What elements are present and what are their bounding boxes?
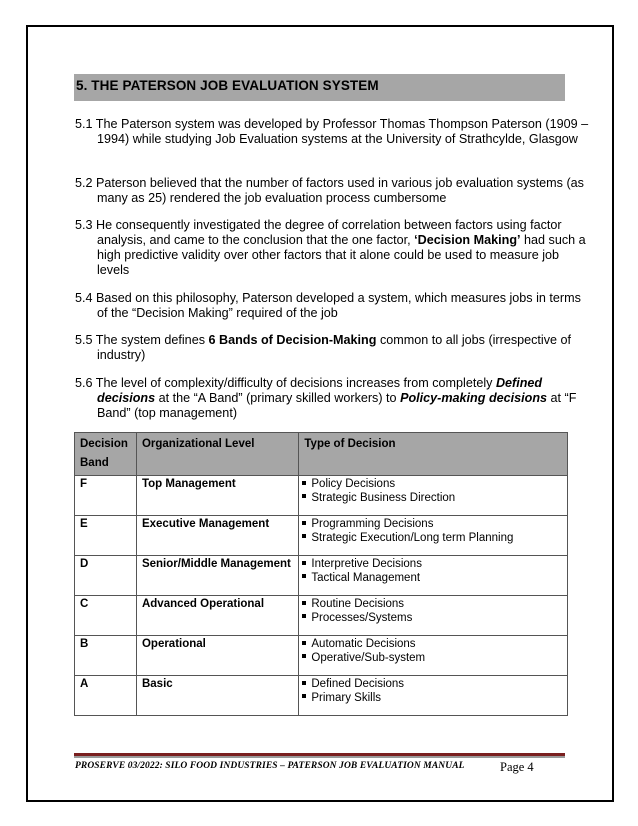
decision-type-item [301, 692, 562, 706]
header-decision-band: Decision Band [75, 433, 137, 476]
six-bands-emphasis: 6 Bands of Decision-Making [208, 333, 377, 347]
decision-type-text: Processes/Systems [311, 611, 413, 624]
organizational-level-cell: Executive Management [136, 516, 298, 556]
decision-type-cell [299, 556, 568, 596]
square-bullet-icon [302, 614, 306, 618]
table-row [75, 556, 568, 596]
paragraph-number: 5.3 [75, 218, 93, 232]
paragraph-number: 5.6 [75, 376, 93, 390]
band-cell: E [75, 516, 137, 556]
paragraph-text: Paterson believed that the number of factors used in various job evaluation systems (as many as 25) rendered the job evaluation process cumbersome [96, 176, 584, 205]
paragraph-5-2 [75, 176, 592, 206]
decision-type-text: Tactical Management [311, 571, 421, 584]
decision-type-item [301, 598, 562, 612]
decision-type-cell [299, 596, 568, 636]
paragraph-text: The Paterson system was developed by Professor Thomas Thompson Paterson (1909 – 1994) while studying Job Evaluation systems at the University of Strathcylde, Glasgow [95, 117, 589, 146]
decision-type-text: Strategic Business Direction [311, 491, 456, 504]
decision-type-text: Policy Decisions [311, 478, 396, 490]
decision-type-text: Primary Skills [311, 691, 382, 704]
band-cell: C [75, 596, 137, 636]
decision-type-cell [299, 636, 568, 676]
paragraph-text-mid: at the “A Band” (primary skilled workers) to [155, 391, 401, 405]
header-organizational-level: Organizational Level [136, 433, 298, 476]
decision-type-cell [299, 676, 568, 716]
organizational-level-cell: Top Management [136, 476, 298, 516]
square-bullet-icon [302, 574, 306, 578]
page-number: Page 4 [500, 760, 534, 774]
paragraph-number: 5.4 [75, 291, 93, 305]
paragraph-5-6 [75, 376, 592, 421]
paragraph-text-cont: common to all jobs (irrespective of industry) [97, 333, 572, 362]
square-bullet-icon [302, 601, 306, 605]
decision-type-item [301, 638, 562, 652]
decision-type-item [301, 492, 562, 506]
band-cell: B [75, 636, 137, 676]
header-type-of-decision: Type of Decision [299, 433, 568, 476]
paragraph-text: Based on this philosophy, Paterson developed a system, which measures jobs in terms of the “Decision Making” required of the job [96, 291, 581, 320]
decision-type-text: Defined Decisions [311, 678, 405, 690]
organizational-level-cell: Operational [136, 636, 298, 676]
paragraph-number: 5.2 [75, 176, 93, 190]
square-bullet-icon [302, 681, 306, 685]
band-cell: A [75, 676, 137, 716]
section-heading: 5. THE PATERSON JOB EVALUATION SYSTEM [74, 74, 565, 101]
decision-type-item [301, 478, 562, 492]
decision-type-item [301, 612, 562, 626]
table-header-row [75, 433, 568, 476]
decision-type-text: Routine Decisions [311, 598, 405, 610]
square-bullet-icon [302, 481, 306, 485]
decision-type-text: Operative/Sub-system [311, 651, 426, 664]
band-cell: F [75, 476, 137, 516]
table-row [75, 516, 568, 556]
paragraph-5-5 [75, 333, 592, 363]
square-bullet-icon [302, 654, 306, 658]
square-bullet-icon [302, 694, 306, 698]
paragraph-text-cont: at “F Band” (top management) [97, 391, 577, 420]
decision-making-emphasis: ‘Decision Making’ [414, 233, 521, 247]
organizational-level-cell: Advanced Operational [136, 596, 298, 636]
paragraph-number: 5.1 [75, 117, 93, 131]
square-bullet-icon [302, 494, 306, 498]
paragraph-text: The level of complexity/difficulty of decisions increases from completely [95, 376, 496, 390]
paragraph-text: The system defines [95, 333, 209, 347]
paragraph-text: He consequently investigated the degree of correlation between factors using factor analysis, and came to the conclusion that the one factor, [96, 218, 562, 247]
decision-type-item [301, 558, 562, 572]
band-cell: D [75, 556, 137, 596]
decision-type-item [301, 678, 562, 692]
paragraph-5-3 [75, 218, 592, 278]
square-bullet-icon [302, 534, 306, 538]
decision-type-item [301, 532, 562, 546]
organizational-level-cell: Senior/Middle Management [136, 556, 298, 596]
footer-rule-shadow [74, 756, 565, 758]
decision-type-text: Programming Decisions [311, 518, 434, 530]
decision-type-cell [299, 516, 568, 556]
table-row [75, 676, 568, 716]
defined-decisions-emphasis: Defined decisions [97, 376, 543, 405]
decision-type-text: Strategic Execution/Long term Planning [311, 531, 514, 544]
decision-type-item [301, 652, 562, 666]
decision-bands-table [74, 432, 568, 716]
square-bullet-icon [302, 561, 306, 565]
square-bullet-icon [302, 641, 306, 645]
table-row [75, 636, 568, 676]
paragraph-5-4 [75, 291, 592, 321]
paragraph-text-cont: had such a high predictive validity over other factors that it alone could be used to measure job levels [97, 233, 586, 277]
paragraph-5-1 [75, 117, 592, 147]
decision-type-cell [299, 476, 568, 516]
organizational-level-cell: Basic [136, 676, 298, 716]
decision-type-text: Automatic Decisions [311, 638, 416, 650]
table-row [75, 596, 568, 636]
paragraph-number: 5.5 [75, 333, 93, 347]
decision-type-item [301, 518, 562, 532]
policy-making-emphasis: Policy-making decisions [400, 391, 548, 405]
decision-type-text: Interpretive Decisions [311, 558, 422, 570]
table-row [75, 476, 568, 516]
square-bullet-icon [302, 521, 306, 525]
decision-type-item [301, 572, 562, 586]
footer-title: PROSERVE 03/2022: SILO FOOD INDUSTRIES – PATERSON JOB EVALUATION MANUAL [75, 761, 465, 771]
